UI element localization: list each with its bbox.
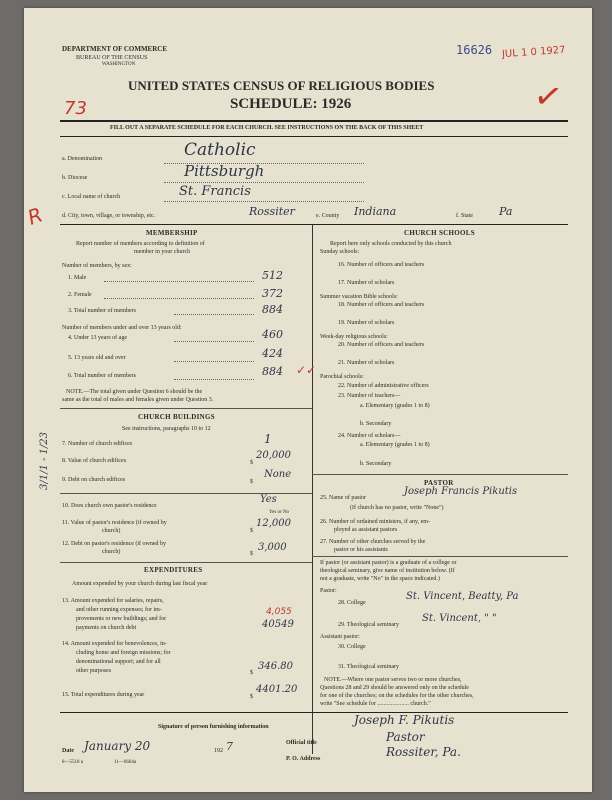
grad-note: theological seminary, give name of institution below. (If [320, 568, 455, 574]
q12-label: 12. Debt on pastor's residence (if owned by [62, 541, 167, 547]
q14-label: denominational support; and for all [76, 659, 161, 665]
q14-value: 346.80 [258, 661, 293, 672]
q13-label: provements or new buildings; and for [76, 616, 167, 622]
dollar-sign: $ [250, 460, 253, 466]
q6-label: 6. Total number of members [68, 373, 136, 379]
q27-label: pastor or his assistants [334, 547, 388, 553]
date-label: Date [62, 748, 74, 754]
pastor-note: write "See schedule for ..................... church." [320, 701, 431, 707]
state-value: Pa [499, 205, 513, 218]
denomination-value: Catholic [184, 140, 256, 160]
q3-value: 884 [262, 303, 283, 316]
q8-label: 8. Value of church edifices [62, 458, 127, 464]
q10-label: 10. Does church own pastor's residence [62, 503, 157, 509]
by-age-label: Number of members under and over 13 years old: [62, 325, 182, 331]
q9-label: 9. Debt on church edifices [62, 477, 126, 483]
received-stamp: JUL 1 0 1927 [501, 44, 566, 61]
serial-number: 16626 [456, 43, 493, 57]
q23-label: 23. Number of teachers— [338, 393, 401, 399]
parochial-label: Parochial schools: [320, 374, 364, 380]
form-code: 8—5518 a [62, 760, 83, 765]
summer-label: Summer vacation Bible schools: [320, 294, 398, 300]
q29-label: 29. Theological seminary [338, 622, 400, 628]
q4-value: 460 [262, 328, 283, 341]
divider [60, 712, 568, 713]
q29-value: St. Vincent, " " [422, 613, 497, 624]
q22-label: 22. Number of administrative officers [338, 383, 429, 389]
local-name-label: c. Local name of church [62, 194, 121, 200]
county-value: Indiana [354, 205, 397, 218]
q24a-label: a. Elementary (grades 1 to 8) [360, 442, 430, 448]
q7-value: 1 [264, 432, 272, 446]
q11-label: 11. Value of pastor's residence (if owned by [62, 520, 167, 526]
q12-value: 3,000 [258, 542, 287, 553]
diocese-label: b. Diocese [62, 175, 88, 181]
buildings-sub: See instructions, paragraphs 10 to 12 [122, 426, 211, 432]
q13-label: payments on church debt [76, 625, 137, 631]
grad-note: If pastor (or assistant pastor) is a graduate of a college or [320, 560, 457, 566]
q24b-label: b. Secondary [360, 461, 392, 467]
pastor-sub-label: Pastor: [320, 588, 337, 594]
dollar-sign: $ [250, 670, 253, 676]
census-schedule-sheet [24, 8, 592, 792]
bureau-label: BUREAU OF THE CENSUS [76, 55, 148, 61]
membership-intro: Report number of members according to definition of [76, 241, 205, 247]
q18-label: 18. Number of officers and teachers [338, 302, 425, 308]
q13-label: 13. Amount expended for salaries, repairs, [62, 598, 164, 604]
date-value: January 20 [84, 739, 151, 753]
membership-note: same as the total of males and females given under Question 3. [62, 397, 214, 403]
department-label: DEPARTMENT OF COMMERCE [62, 45, 168, 53]
fill-line [164, 201, 364, 202]
official-title-label: Official title [286, 740, 317, 746]
county-label: e. County [316, 213, 340, 219]
divider [60, 120, 568, 122]
pastor-note: for one of the churches; on the schedules for the other churches, [320, 693, 474, 699]
q26-label: ployed as assistant pastors [334, 527, 398, 533]
diocese-value: Pittsburgh [184, 162, 265, 180]
membership-intro: member in your church [134, 249, 191, 255]
q31-label: 31. Theological seminary [338, 664, 400, 670]
dollar-sign: $ [250, 551, 253, 557]
schools-heading: CHURCH SCHOOLS [404, 229, 475, 237]
q15-value: 4401.20 [256, 684, 298, 695]
dollar-sign: $ [250, 479, 253, 485]
fill-line [174, 379, 254, 380]
year-printed: 192 [214, 748, 223, 754]
fill-line [164, 182, 364, 183]
divider [60, 224, 568, 225]
check-mark-icon: ✓ [530, 74, 566, 120]
q2-label: 2. Female [68, 292, 92, 298]
q16-label: 16. Number of officers and teachers [338, 262, 425, 268]
q28-value: St. Vincent, Beatty, Pa [406, 591, 519, 602]
fill-line [174, 314, 254, 315]
divider [60, 136, 568, 137]
q5-label: 5. 13 years old and over [68, 355, 126, 361]
address-value: Rossiter, Pa. [386, 745, 461, 759]
expenditures-sub: Amount expended by your church during last fiscal year [72, 581, 208, 587]
q30-label: 30. College [338, 644, 366, 650]
form-code: 11—6664a [114, 760, 137, 765]
sunday-label: Sunday schools: [320, 249, 360, 255]
schools-intro: Report here only schools conducted by this church [330, 241, 452, 247]
signature-label: Signature of person furnishing information [158, 724, 269, 730]
q7-label: 7. Number of church edifices [62, 441, 133, 447]
pastor-note: NOTE.—Where one pastor serves two or more churches, [324, 677, 462, 683]
divider [312, 556, 568, 557]
q27-label: 27. Number of other churches served by the [320, 539, 426, 545]
q15-label: 15. Total expenditures during year [62, 692, 145, 698]
dollar-sign: $ [250, 694, 253, 700]
check-mark-icon: ✓✓ [296, 363, 317, 377]
address-label: P. O. Address [286, 756, 321, 762]
grad-note: not a graduate, write "No" in the space indicated.) [320, 576, 440, 582]
weekday-label: Week-day religious schools: [320, 334, 388, 340]
q2-value: 372 [262, 287, 283, 300]
handwritten-number: 73 [64, 98, 87, 119]
pastor-note: Questions 28 and 29 should be answered only on the schedule [320, 685, 469, 691]
fill-line [174, 361, 254, 362]
q13-label: and other running expenses; for im- [76, 607, 162, 613]
assistant-sub-label: Assistant pastor: [320, 634, 360, 640]
city-value: Rossiter [249, 205, 295, 218]
local-name-value: St. Francis [179, 184, 251, 199]
q19-label: 19. Number of scholars [338, 320, 395, 326]
year-handwritten: 7 [226, 740, 233, 753]
q11-label: church) [102, 528, 121, 534]
city-label: WASHINGTON [102, 62, 136, 67]
q9-value: None [264, 469, 292, 480]
fill-line [174, 341, 254, 342]
q17-label: 17. Number of scholars [338, 280, 395, 286]
city-label: d. City, town, village, or township, etc. [62, 213, 156, 219]
fill-line [104, 298, 254, 299]
q4-label: 4. Under 13 years of age [68, 335, 127, 341]
instruction-line: FILL OUT A SEPARATE SCHEDULE FOR EACH CHURCH. SEE INSTRUCTIONS ON THE BACK OF THIS SHEET [110, 125, 424, 131]
membership-note: NOTE.—The total given under Question 6 should be the [66, 389, 203, 395]
pastor-heading: PASTOR [424, 479, 454, 487]
signature-value: Joseph F. Pikutis [354, 713, 455, 727]
expenditures-heading: EXPENDITURES [144, 566, 203, 574]
official-title-value: Pastor [386, 730, 425, 744]
q28-label: 28. College [338, 600, 366, 606]
q25-label: 25. Name of pastor [320, 495, 366, 501]
q14-label: 14. Amount expended for benevolences, in- [62, 641, 167, 647]
q11-value: 12,000 [256, 518, 291, 529]
q12-label: church) [102, 549, 121, 555]
q14-label: other purposes [76, 668, 112, 674]
q26-label: 26. Number of ordained ministers, if any, em- [320, 519, 430, 525]
q3-label: 3. Total number of members [68, 308, 136, 314]
divider [60, 562, 312, 563]
q21-label: 21. Number of scholars [338, 360, 395, 366]
margin-r-mark: R [24, 202, 46, 230]
q10-value: Yes [260, 494, 277, 505]
q13-value: 40549 [262, 619, 294, 630]
margin-note: 3/1/1 - 1/23 [39, 431, 51, 491]
q13-red-correction: 4,055 [266, 607, 292, 617]
q8-value: 20,000 [256, 450, 291, 461]
q25-value: Joseph Francis Pikutis [404, 486, 518, 497]
state-label: f. State [456, 213, 473, 219]
q20-label: 20. Number of officers and teachers [338, 342, 425, 348]
fill-line [104, 281, 254, 282]
denomination-label: a. Denomination [62, 156, 102, 162]
divider [60, 408, 312, 409]
q25-note: (If church has no pastor, write "None") [350, 505, 444, 511]
q6-value: 884 [262, 365, 283, 378]
divider [312, 474, 568, 475]
dollar-sign: $ [250, 528, 253, 534]
form-subtitle: SCHEDULE: 1926 [230, 96, 352, 112]
q23a-label: a. Elementary (grades 1 to 8) [360, 403, 430, 409]
q1-label: 1. Male [68, 275, 87, 281]
buildings-heading: CHURCH BUILDINGS [138, 413, 215, 421]
q5-value: 424 [262, 347, 283, 360]
form-title: UNITED STATES CENSUS OF RELIGIOUS BODIES [128, 78, 435, 93]
q23b-label: b. Secondary [360, 421, 392, 427]
q24-label: 24. Number of scholars— [338, 433, 401, 439]
column-divider [312, 224, 313, 754]
membership-heading: MEMBERSHIP [146, 229, 198, 237]
yes-no-hint: Yes or No [269, 510, 290, 515]
by-sex-label: Number of members, by sex: [62, 263, 132, 269]
q1-value: 512 [262, 269, 283, 282]
q14-label: cluding home and foreign missions; for [76, 650, 171, 656]
